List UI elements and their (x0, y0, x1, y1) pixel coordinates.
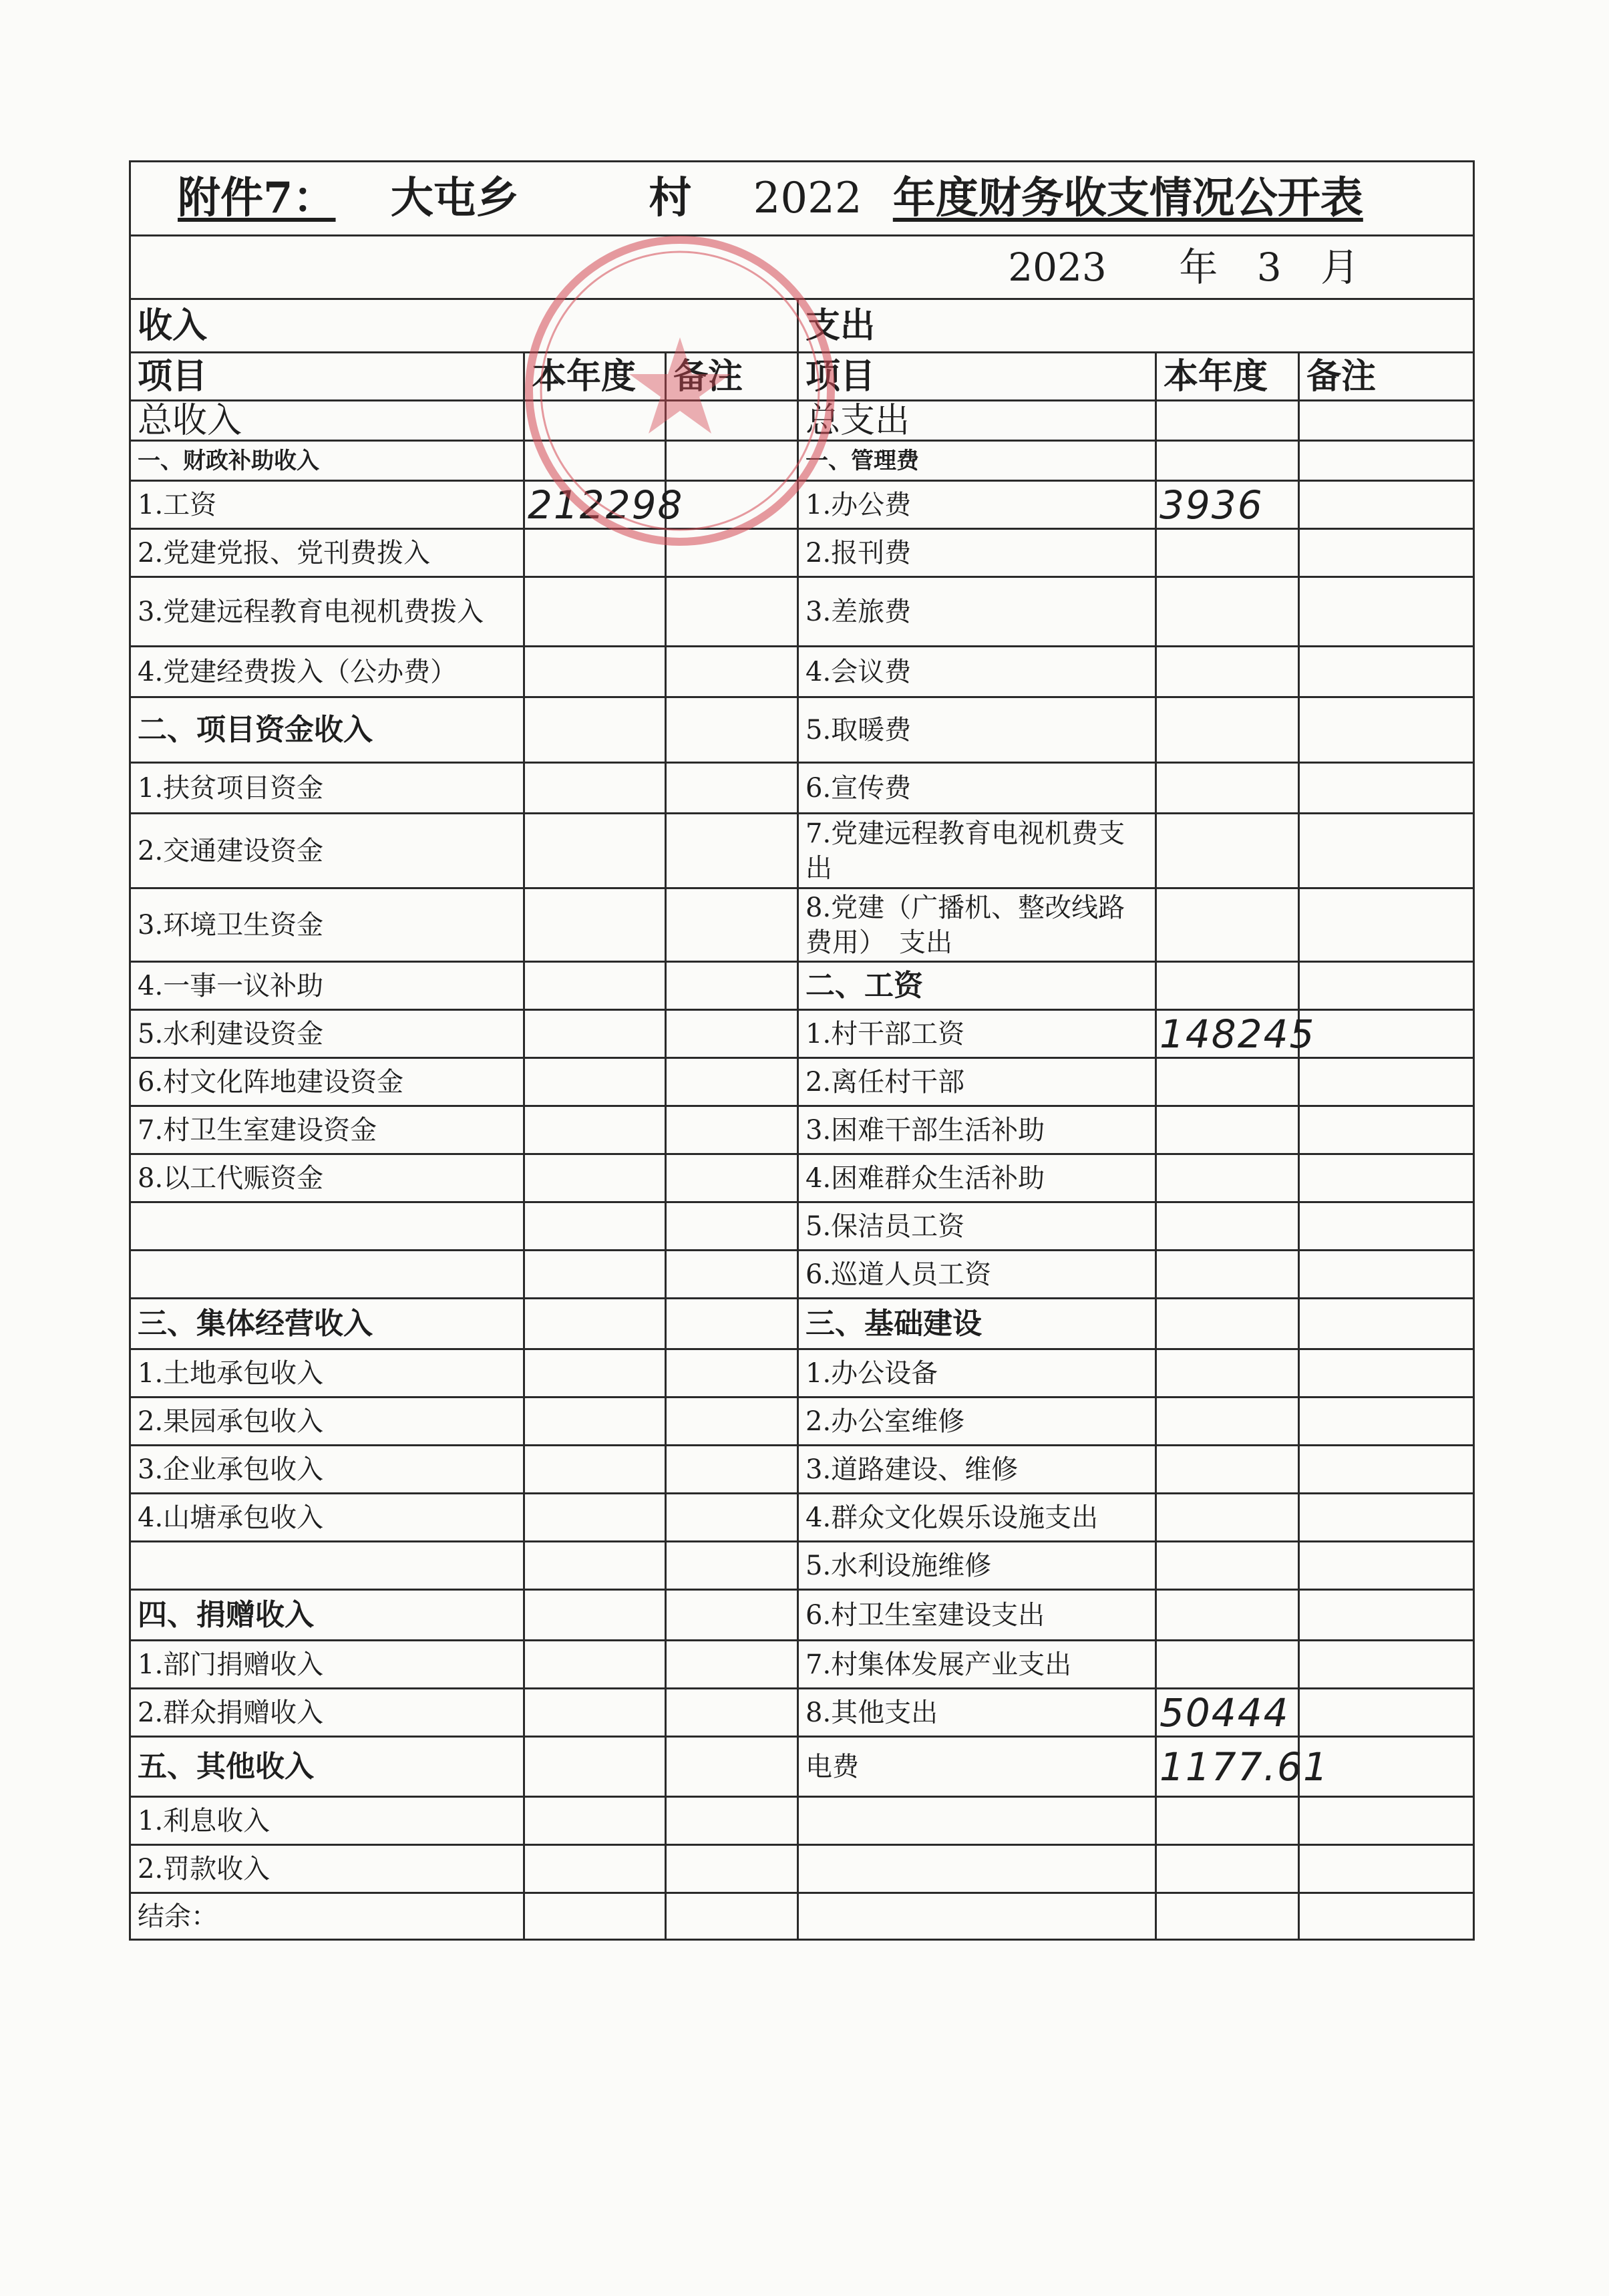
finance-table (129, 160, 1475, 1941)
income-item-label: 4.党建经费拨入（公办费） (130, 647, 524, 697)
income-item-label: 1.扶贫项目资金 (130, 763, 524, 814)
income-item-label: 2.果园承包收入 (130, 1398, 524, 1446)
expense-item-label: 8.其他支出 (798, 1689, 1156, 1737)
title-prefix: 附件7： (178, 173, 336, 223)
table-row (130, 1845, 1474, 1893)
income-item-amount (524, 1797, 666, 1845)
income-item-note (666, 1689, 798, 1737)
income-item-note (666, 1641, 798, 1689)
income-item-amount (524, 962, 666, 1010)
income-item-note (666, 1299, 798, 1349)
income-col-amount: 本年度 (524, 353, 666, 401)
income-item-note (666, 529, 798, 577)
expense-item-label: 1.村干部工资 (798, 1010, 1156, 1058)
expense-item-note (1299, 441, 1474, 481)
expense-item-note (1299, 1845, 1474, 1893)
expense-item-amount (1156, 814, 1299, 888)
income-item-amount (524, 1590, 666, 1641)
income-item-amount (524, 1446, 666, 1494)
income-item-amount (524, 1641, 666, 1689)
expense-item-amount (1156, 763, 1299, 814)
expense-item-note (1299, 647, 1474, 697)
balance-exp-note (1299, 1893, 1474, 1940)
income-item-label: 1.工资 (130, 481, 524, 529)
income-item-label: 1.部门捐赠收入 (130, 1641, 524, 1689)
finance-disclosure-sheet (129, 160, 1473, 2084)
table-row (130, 1542, 1474, 1590)
expense-item-amount (1156, 1590, 1299, 1641)
table-row (130, 1494, 1474, 1542)
table-row (130, 1797, 1474, 1845)
table-row (130, 763, 1474, 814)
expense-item-label: 5.保洁员工资 (798, 1202, 1156, 1251)
income-item-label: 5.水利建设资金 (130, 1010, 524, 1058)
income-item-amount (524, 1845, 666, 1893)
title-township: 大屯乡 (390, 173, 519, 223)
table-row (130, 1010, 1474, 1058)
income-item-note (666, 1797, 798, 1845)
title-year: 2022 (753, 174, 862, 223)
table-row (130, 1202, 1474, 1251)
income-item-note (666, 481, 798, 529)
expense-item-label: 8.党建（广播机、整改线路费用） 支出 (798, 888, 1156, 962)
table-row (130, 441, 1474, 481)
income-item-amount (524, 577, 666, 647)
income-col-item: 项目 (130, 353, 524, 401)
balance-label: 结余： (130, 1893, 524, 1940)
expense-item-amount (1156, 962, 1299, 1010)
income-item-amount (524, 1349, 666, 1398)
title-suffix: 年度财务收支情况公开表 (892, 173, 1363, 223)
income-item-note (666, 888, 798, 962)
title-village-suffix: 村 (649, 173, 692, 223)
expense-item-note (1299, 1689, 1474, 1737)
income-item-label: 6.村文化阵地建设资金 (130, 1058, 524, 1106)
table-row (130, 814, 1474, 888)
income-item-amount (524, 697, 666, 763)
expense-item-note (1299, 814, 1474, 888)
table-row (130, 1641, 1474, 1689)
table-row (130, 888, 1474, 962)
expense-item-note (1299, 1494, 1474, 1542)
income-item-note (666, 1590, 798, 1641)
expense-item-note (1299, 481, 1474, 529)
income-item-label: 一、财政补助收入 (130, 441, 524, 481)
finance-table-body (130, 162, 1474, 1940)
balance-exp-item (798, 1893, 1156, 1940)
income-total-label: 总收入 (130, 401, 524, 441)
expense-item-label: 1.办公费 (798, 481, 1156, 529)
expense-item-label: 3.困难干部生活补助 (798, 1106, 1156, 1154)
income-item-label: 2.交通建设资金 (130, 814, 524, 888)
income-item-note (666, 814, 798, 888)
expense-item-amount (1156, 441, 1299, 481)
expense-item-label: 4.会议费 (798, 647, 1156, 697)
income-item-label: 五、其他收入 (130, 1737, 524, 1797)
income-item-amount (524, 1299, 666, 1349)
income-header: 收入 (130, 299, 798, 353)
expense-item-amount (1156, 1542, 1299, 1590)
expense-item-label: 6.村卫生室建设支出 (798, 1590, 1156, 1641)
income-item-note (666, 1845, 798, 1893)
date-year-label: 年 (1179, 244, 1218, 290)
column-header-row (130, 353, 1474, 401)
table-row (130, 481, 1474, 529)
income-item-label: 四、捐赠收入 (130, 1590, 524, 1641)
table-row (130, 577, 1474, 647)
expense-item-amount (1156, 1349, 1299, 1398)
expense-col-note: 备注 (1299, 353, 1474, 401)
expense-item-note (1299, 1797, 1474, 1845)
expense-item-label: 2.离任村干部 (798, 1058, 1156, 1106)
income-item-note (666, 1446, 798, 1494)
table-row (130, 1299, 1474, 1349)
expense-item-label: 5.取暖费 (798, 697, 1156, 763)
income-item-amount (524, 647, 666, 697)
income-item-note (666, 1058, 798, 1106)
table-row (130, 697, 1474, 763)
expense-item-amount (1156, 697, 1299, 763)
income-item-amount (524, 888, 666, 962)
income-col-note: 备注 (666, 353, 798, 401)
date-row (130, 236, 1474, 299)
expense-item-amount (1156, 647, 1299, 697)
income-item-amount (524, 1251, 666, 1299)
income-item-note (666, 1494, 798, 1542)
expense-item-amount (1156, 577, 1299, 647)
expense-item-note (1299, 529, 1474, 577)
expense-item-note (1299, 1349, 1474, 1398)
expense-total-note (1299, 401, 1474, 441)
income-item-amount (524, 1689, 666, 1737)
expense-item-amount (1156, 1058, 1299, 1106)
income-item-label: 2.群众捐赠收入 (130, 1689, 524, 1737)
expense-item-label: 1.办公设备 (798, 1349, 1156, 1398)
expense-item-label: 6.巡道人员工资 (798, 1251, 1156, 1299)
section-header-row (130, 299, 1474, 353)
income-item-amount (524, 441, 666, 481)
table-row (130, 1689, 1474, 1737)
table-row (130, 1446, 1474, 1494)
income-item-amount: 212298 (524, 481, 666, 529)
expense-item-amount (1156, 1106, 1299, 1154)
expense-item-note (1299, 1542, 1474, 1590)
expense-item-label: 7.村集体发展产业支出 (798, 1641, 1156, 1689)
expense-item-amount: 50444 (1156, 1689, 1299, 1737)
expense-item-amount: 1177.61 (1156, 1737, 1299, 1797)
expense-item-note (1299, 1299, 1474, 1349)
expense-item-label (798, 1797, 1156, 1845)
income-item-label: 8.以工代赈资金 (130, 1154, 524, 1202)
income-item-note (666, 1349, 798, 1398)
balance-exp-amount (1156, 1893, 1299, 1940)
expense-item-amount (1156, 1797, 1299, 1845)
expense-col-item: 项目 (798, 353, 1156, 401)
expense-item-label: 一、管理费 (798, 441, 1156, 481)
table-row (130, 1737, 1474, 1797)
expense-item-label: 3.道路建设、维修 (798, 1446, 1156, 1494)
expense-item-note (1299, 1590, 1474, 1641)
income-item-label: 3.企业承包收入 (130, 1446, 524, 1494)
income-item-amount (524, 763, 666, 814)
table-row (130, 1154, 1474, 1202)
expense-item-amount (1156, 1202, 1299, 1251)
expense-item-note (1299, 1446, 1474, 1494)
balance-row (130, 1893, 1474, 1940)
expense-item-note (1299, 1202, 1474, 1251)
expense-item-note (1299, 1641, 1474, 1689)
income-item-label: 2.罚款收入 (130, 1845, 524, 1893)
income-item-amount (524, 814, 666, 888)
expense-item-amount (1156, 888, 1299, 962)
expense-item-note (1299, 962, 1474, 1010)
income-item-amount (524, 1202, 666, 1251)
expense-item-amount (1156, 1251, 1299, 1299)
income-item-label: 2.党建党报、党刊费拨入 (130, 529, 524, 577)
expense-item-amount: 148245 (1156, 1010, 1299, 1058)
title-row (130, 162, 1474, 236)
expense-item-amount (1156, 1845, 1299, 1893)
table-row (130, 1398, 1474, 1446)
expense-item-amount (1156, 1446, 1299, 1494)
income-item-note (666, 1106, 798, 1154)
expense-item-note (1299, 1154, 1474, 1202)
income-item-label: 4.山塘承包收入 (130, 1494, 524, 1542)
balance-amount (524, 1893, 666, 1940)
table-row (130, 1590, 1474, 1641)
report-date (130, 236, 1474, 299)
date-year: 2023 (1008, 244, 1107, 290)
table-row (130, 962, 1474, 1010)
income-item-amount (524, 1058, 666, 1106)
table-row (130, 1058, 1474, 1106)
expense-item-label: 5.水利设施维修 (798, 1542, 1156, 1590)
expense-item-note (1299, 1010, 1474, 1058)
table-row (130, 529, 1474, 577)
expense-item-amount (1156, 1299, 1299, 1349)
expense-item-amount (1156, 1641, 1299, 1689)
expense-item-label: 电费 (798, 1737, 1156, 1797)
income-item-label: 7.村卫生室建设资金 (130, 1106, 524, 1154)
income-item-note (666, 1202, 798, 1251)
expense-item-label: 二、工资 (798, 962, 1156, 1010)
income-item-label: 3.党建远程教育电视机费拨入 (130, 577, 524, 647)
expense-item-note (1299, 697, 1474, 763)
expense-item-label: 2.办公室维修 (798, 1398, 1156, 1446)
expense-total-amount (1156, 401, 1299, 441)
expense-item-label (798, 1845, 1156, 1893)
expense-item-amount (1156, 529, 1299, 577)
income-item-note (666, 763, 798, 814)
income-item-amount (524, 1494, 666, 1542)
expense-col-amount: 本年度 (1156, 353, 1299, 401)
income-item-note (666, 577, 798, 647)
expense-item-label: 3.差旅费 (798, 577, 1156, 647)
table-row (130, 1349, 1474, 1398)
expense-total-label: 总支出 (798, 401, 1156, 441)
expense-header: 支出 (798, 299, 1474, 353)
date-month-label: 月 (1320, 244, 1360, 290)
income-item-label: 1.土地承包收入 (130, 1349, 524, 1398)
income-item-amount (524, 1542, 666, 1590)
expense-item-note (1299, 1106, 1474, 1154)
income-item-amount (524, 1398, 666, 1446)
income-item-note (666, 962, 798, 1010)
table-row (130, 647, 1474, 697)
balance-note (666, 1893, 798, 1940)
income-item-label: 3.环境卫生资金 (130, 888, 524, 962)
expense-item-note (1299, 577, 1474, 647)
income-item-note (666, 697, 798, 763)
income-total-amount (524, 401, 666, 441)
expense-item-note (1299, 1251, 1474, 1299)
page-title (130, 162, 1474, 236)
income-item-amount (524, 1737, 666, 1797)
income-item-note (666, 441, 798, 481)
income-item-amount (524, 1106, 666, 1154)
income-item-label (130, 1202, 524, 1251)
income-item-label: 三、集体经营收入 (130, 1299, 524, 1349)
expense-item-amount (1156, 1154, 1299, 1202)
income-item-note (666, 1251, 798, 1299)
expense-item-note (1299, 888, 1474, 962)
expense-item-note (1299, 1398, 1474, 1446)
expense-item-label: 三、基础建设 (798, 1299, 1156, 1349)
expense-item-amount (1156, 1398, 1299, 1446)
income-item-amount (524, 1154, 666, 1202)
income-item-note (666, 1737, 798, 1797)
income-item-label: 二、项目资金收入 (130, 697, 524, 763)
expense-item-amount (1156, 1494, 1299, 1542)
date-month: 3 (1256, 244, 1282, 290)
income-item-note (666, 1154, 798, 1202)
expense-item-label: 6.宣传费 (798, 763, 1156, 814)
income-item-label: 4.一事一议补助 (130, 962, 524, 1010)
expense-item-note (1299, 1058, 1474, 1106)
expense-item-label: 7.党建远程教育电视机费支出 (798, 814, 1156, 888)
income-item-label (130, 1251, 524, 1299)
income-item-label: 1.利息收入 (130, 1797, 524, 1845)
income-item-note (666, 1542, 798, 1590)
table-row (130, 1251, 1474, 1299)
expense-item-label: 4.困难群众生活补助 (798, 1154, 1156, 1202)
income-item-amount (524, 529, 666, 577)
expense-item-note (1299, 763, 1474, 814)
income-total-note (666, 401, 798, 441)
table-row (130, 1106, 1474, 1154)
total-row (130, 401, 1474, 441)
income-item-note (666, 1398, 798, 1446)
income-item-amount (524, 1010, 666, 1058)
income-item-label (130, 1542, 524, 1590)
expense-item-amount: 3936 (1156, 481, 1299, 529)
income-item-note (666, 1010, 798, 1058)
expense-item-label: 4.群众文化娱乐设施支出 (798, 1494, 1156, 1542)
expense-item-label: 2.报刊费 (798, 529, 1156, 577)
income-item-note (666, 647, 798, 697)
